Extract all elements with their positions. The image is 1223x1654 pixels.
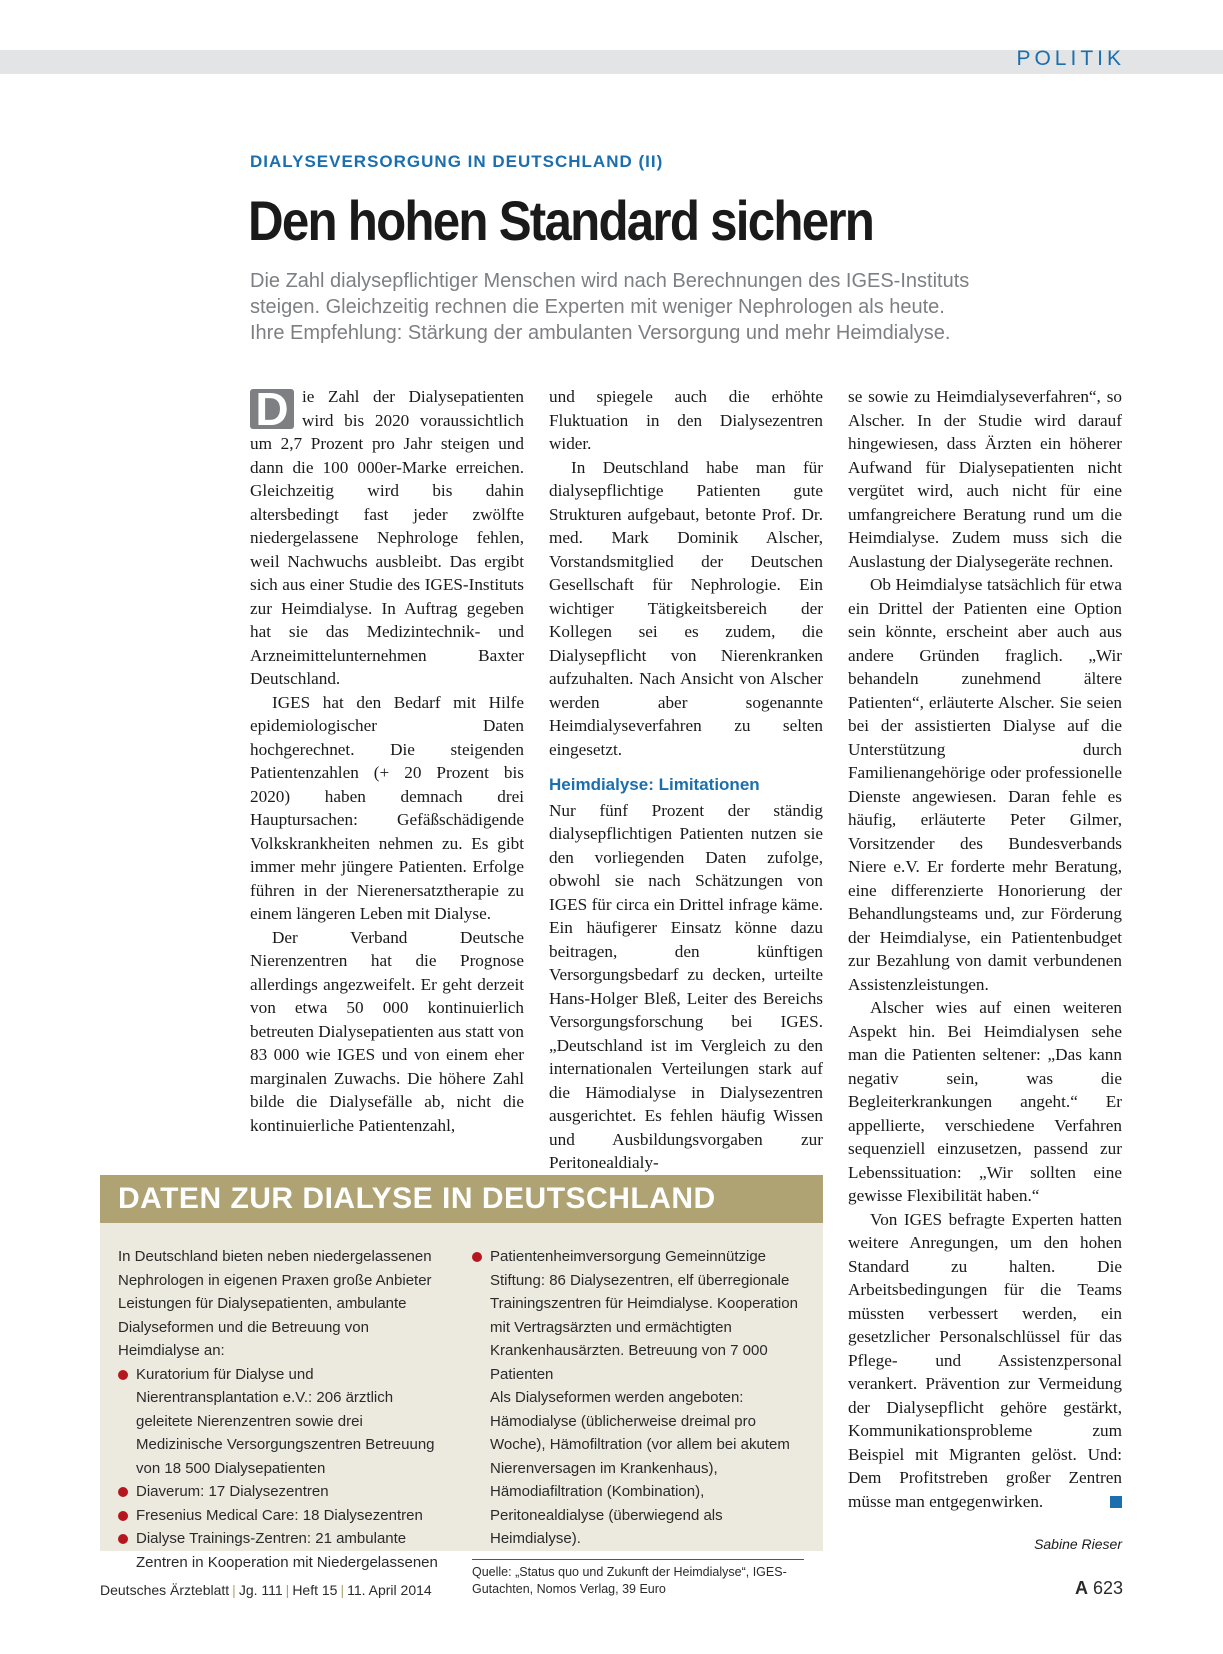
paragraph: In Deutschland habe man für dialysepflichtige Patienten gute Strukturen aufgebaut, betonte Prof. Dr. med. Mark Dominik Alscher, Vorstandsmitglied der Deutschen Gesellschaft für Nephrologie. Ein wichtiger Tätigkeitsbereich der Kollegen sei es zudem, die Dialysepflicht von Nierenkranken aufzuhalten. Nach Ansicht von Alscher werden aber sogenannte Heimdialyseverfahren zu selten eingesetzt. bbox=[549, 457, 823, 759]
page-number: A 623 bbox=[1074, 1578, 1123, 1598]
journal-volume: Jg. 111 bbox=[238, 1582, 283, 1598]
section-label: POLITIK bbox=[1016, 47, 1125, 70]
paragraph: Alscher wies auf einen weiteren Aspekt hin. Bei Heimdialysen sehe man die Patienten seltener: „Das kann negativ sein, was die Begleiterkrankungen angeht.“ Er appellierte, verschiedene Verfahren sequenziell einzusetzen, passend zur Lebenssituation: „Wir sollten eine gewisse Flexibilität haben.“ bbox=[848, 998, 1122, 1205]
byline: Sabine Rieser bbox=[1034, 1536, 1122, 1552]
list-item: Diaverum: 17 Dialysezentren bbox=[118, 1480, 438, 1504]
journal-date: 11. April 2014 bbox=[347, 1582, 432, 1598]
paragraph: und spiegele auch die erhöhte Fluktuation in den Dialysezentren wider. bbox=[549, 387, 823, 453]
list-item: Fresenius Medical Care: 18 Dialysezentren bbox=[118, 1504, 438, 1528]
paragraph: se sowie zu Heimdialyseverfahren“, so Alscher. In der Studie wird darauf hingewiesen, dass Ärzten ein höherer Aufwand für Dialysepatienten nicht vergütet wird, auch nicht für eine umfangreichere Beratung rund um die Heimdialyse. Zudem muss sich die Auslastung der Dialysegeräte rechnen. bbox=[848, 387, 1122, 571]
paragraph: Von IGES befragte Experten hatten weitere Anregungen, um den hohen Standard zu halten. Die Arbeitsbedingungen für die Teams müssten verbessert werden, ein gesetzlicher Personalschlüssel für das Pflege- und Assistenzpersonal verankert. Prävention zur Vermeidung der Dialysepflicht gehöre gestärkt, Kommunikationsprobleme zum Beispiel mit Migranten gelöst. Und: Dem Profitstreben großer Zentren müsse man entgegenwirken. bbox=[848, 1209, 1122, 1511]
article-column-1 bbox=[250, 385, 524, 1137]
info-box-column-2 bbox=[472, 1245, 804, 1598]
page-footer: Deutsches Ärzteblatt | Jg. 111 | Heft 15 | 11. April 2014 bbox=[100, 1582, 432, 1598]
provider-list bbox=[118, 1363, 438, 1575]
list-item: Patientenheimversorgung Gemeinnützige Stiftung: 86 Dialysezentren, elf überregionale Trainingszentren für Heimdialyse. Kooperation mit Vertragsärzten und ermächtigten Krankenhausärzten. Betreuung von 7 000 Patienten bbox=[472, 1245, 804, 1386]
article-column-3 bbox=[848, 385, 1122, 1513]
info-box-title: DATEN ZUR DIALYSE IN DEUTSCHLAND bbox=[100, 1175, 823, 1223]
journal-name: Deutsches Ärzteblatt bbox=[100, 1582, 230, 1598]
article-kicker: DIALYSEVERSORGUNG IN DEUTSCHLAND (II) bbox=[250, 152, 664, 171]
provider-list bbox=[472, 1245, 804, 1386]
info-box-column-1 bbox=[118, 1245, 438, 1574]
paragraph: Der Verband Deutsche Nierenzentren hat die Prognose allerdings angezweifelt. Er geht derzeit von etwa 50 000 kontinuierlich betreuten Dialysepatienten aus statt von 83 000 wie IGES und von einem eher marginalen Zuwachs. Die höhere Zahl bilde die Dialysefälle ab, nicht die kontinuierliche Patientenzahl, bbox=[250, 927, 524, 1135]
paragraph: Ob Heimdialyse tatsächlich für etwa ein Drittel der Patienten eine Option sein könnte, erscheint aber auch aus andere Gründen fraglich. „Wir behandeln zunehmend ältere Patienten“, erläuterte Alscher. Sie seien bei der assistierten Dialyse auf die Unterstützung durch Familienangehörige oder professionelle Dienste angewiesen. Daran fehle es häufig, erläuterte Peter Gilmer, Vorsitzender des Bundesverbands Niere e.V. Er forderte mehr Beratung, eine differenzierte Honorierung der Behandlungsteams und, zur Förderung der Heimdialyse, ein Patientenbudget zur Bezahlung von damit verbundenen Assistenzleistungen. bbox=[848, 575, 1122, 994]
list-item: Kuratorium für Dialyse und Nierentransplantation e.V.: 206 ärztlich geleitete Nierenzentren sowie drei Medizinische Versorgungszentren Betreuung von 18 500 Dialysepatienten bbox=[118, 1363, 438, 1481]
dialysis-forms: Als Dialyseformen werden angeboten: Hämodialyse (üblicherweise dreimal pro Woche), Hämofiltration (vor allem bei akutem Nierenversagen im Krankenhaus), Hämodiafiltration (Kombination), Peritonealdialyse (überwiegend als Heimdialyse). bbox=[490, 1389, 790, 1547]
list-item: Dialyse Trainings-Zentren: 21 ambulante Zentren in Kooperation mit Niedergelassenen bbox=[118, 1527, 438, 1574]
end-mark-icon bbox=[1110, 1496, 1122, 1508]
lead-line: Ihre Empfehlung: Stärkung der ambulanten Versorgung und mehr Heimdialyse. bbox=[250, 322, 951, 344]
lead-line: Die Zahl dialysepflichtiger Menschen wird nach Berechnungen des IGES-Instituts bbox=[250, 270, 970, 292]
paragraph: IGES hat den Bedarf mit Hilfe epidemiologischer Daten hochgerechnet. Die steigenden Patientenzahlen (+ 20 Prozent bis 2020) haben demnach drei Hauptursachen: Gefäßschädigende Volkskrankheiten nehmen zu. Es gibt immer mehr jüngere Patienten. Erfolge führen in der Nierenersatztherapie zu einem längeren Leben mit Dialyse. bbox=[250, 692, 524, 923]
info-box-intro: In Deutschland bieten neben niedergelassenen Nephrologen in eigenen Praxen große Anbieter Leistungen für Dialysepatienten, ambulante Dialyseformen und die Betreuung von Heimdialyse an: bbox=[118, 1248, 432, 1359]
drop-cap: D bbox=[250, 389, 294, 429]
article-column-2 bbox=[549, 385, 823, 1175]
journal-issue: Heft 15 bbox=[292, 1582, 338, 1598]
lead-line: steigen. Gleichzeitig rechnen die Experten mit weniger Nephrologen als heute. bbox=[250, 296, 945, 318]
paragraph: D ie Zahl der Dialysepatienten wird bis 2020 voraussichtlich um 2,7 Prozent pro Jahr steigen und dann die 100 000er-Marke erreichen. Gleichzeitig wird bis dahin altersbedingt fast jeder zwölfte niedergelassene Nephrologe fehlen, weil Nachwuchs ausbleibt. Das ergibt sich aus einer Studie des IGES-Instituts zur Heimdialyse. In Auftrag gegeben hat sie das Medizintechnik- und Arzneimittelunternehmen Baxter Deutschland. bbox=[250, 383, 524, 688]
article-headline: Den hohen Standard sichern bbox=[248, 189, 874, 252]
subheading: Heimdialyse: Limitationen bbox=[549, 775, 760, 794]
info-box-source: Quelle: „Status quo und Zukunft der Heimdialyse“, IGES-Gutachten, Nomos Verlag, 39 Euro bbox=[472, 1559, 804, 1598]
article-lead bbox=[250, 268, 1110, 346]
paragraph: Nur fünf Prozent der ständig dialysepflichtigen Patienten nutzen sie den vorliegenden Daten zufolge, obwohl sie nach Schätzungen von IGES für circa ein Drittel infrage käme. Ein häufigerer Einsatz könne dazu beitragen, den künftigen Versorgungsbedarf zu decken, urteilte Hans-Holger Bleß, Leiter des Bereichs Versorgungsforschung bei IGES. „Deutschland ist im Vergleich zu den internationalen Verteilungen stark auf die Hämodialyse in Dialysezentren ausgerichtet. Es fehlen häufig Wissen und Ausbildungsvorgaben zur Peritonealdialy- bbox=[549, 800, 823, 1172]
